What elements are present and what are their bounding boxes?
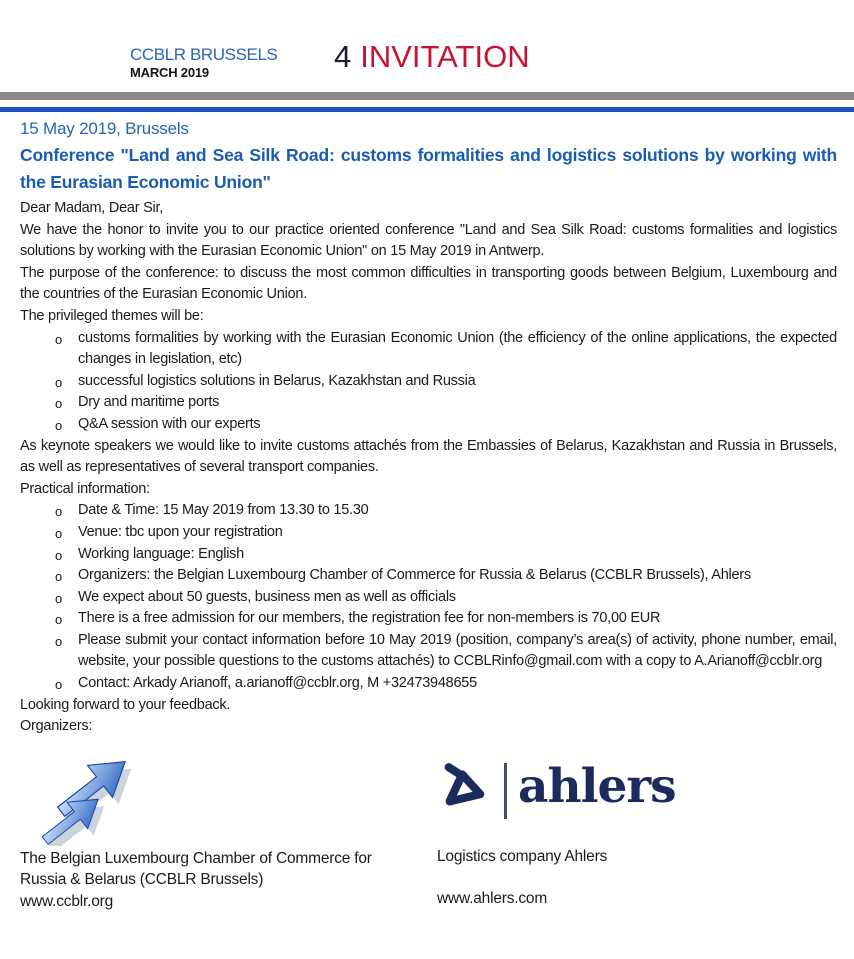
issue-date: MARCH 2019 bbox=[130, 65, 209, 81]
ccblr-double-arrow-logo-icon bbox=[20, 740, 437, 848]
ccblr-website: www.ccblr.org bbox=[20, 893, 114, 911]
ahlers-wordmark: ahlers bbox=[518, 759, 676, 815]
practical-item bbox=[20, 630, 837, 673]
event-date-line: 15 May 2019, Brussels bbox=[20, 119, 189, 138]
practical-item bbox=[20, 500, 837, 522]
bullet-circle-icon: o bbox=[55, 504, 62, 520]
page-number: 4 bbox=[334, 39, 352, 74]
themes-list bbox=[20, 328, 837, 436]
ahlers-logo bbox=[437, 756, 837, 826]
blue-divider bbox=[0, 107, 854, 112]
bullet-circle-icon: o bbox=[55, 633, 62, 649]
document-body bbox=[0, 117, 854, 913]
themes-heading: The privileged themes will be: bbox=[20, 307, 204, 324]
practical-item-text: Date & Time: 15 May 2019 from 13.30 to 15.30 bbox=[78, 502, 369, 519]
bullet-circle-icon: o bbox=[55, 612, 62, 628]
page-header bbox=[0, 0, 854, 112]
ahlers-logo-divider bbox=[504, 763, 507, 819]
practical-item bbox=[20, 522, 837, 544]
section-masthead bbox=[334, 40, 530, 74]
gray-divider bbox=[0, 92, 854, 100]
bullet-circle-icon: o bbox=[55, 396, 62, 412]
newsletter-brand bbox=[130, 45, 277, 81]
practical-item-text: Working language: English bbox=[78, 545, 244, 562]
organizers-heading: Organizers: bbox=[20, 718, 93, 735]
practical-list bbox=[20, 500, 837, 694]
bullet-circle-icon: o bbox=[55, 417, 62, 433]
event-title: Conference "Land and Sea Silk Road: customs formalities and logistics solutions by working with the Eurasian Economic Union" bbox=[20, 145, 837, 192]
ahlers-description: Logistics company Ahlers bbox=[437, 847, 608, 865]
theme-item bbox=[20, 414, 837, 436]
closing-line: Looking forward to your feedback. bbox=[20, 696, 231, 713]
ahlers-a-mark-icon bbox=[437, 758, 491, 824]
theme-item bbox=[20, 392, 837, 414]
organizer-ccblr bbox=[20, 740, 437, 913]
practical-item bbox=[20, 544, 837, 566]
practical-item-text: We expect about 50 guests, business men as well as officials bbox=[78, 588, 456, 605]
practical-item-text: Please submit your contact information before 10 May 2019 (position, company’s area(s) of activity, phone number, email, website, your possible questions to the customs attachés) to CCBLRinfo@gmail.com with a copy to A.Arianoff@ccblr.org bbox=[78, 631, 837, 670]
bullet-circle-icon: o bbox=[55, 331, 62, 347]
practical-heading: Practical information: bbox=[20, 480, 150, 497]
bullet-circle-icon: o bbox=[55, 569, 62, 585]
practical-item bbox=[20, 587, 837, 609]
bullet-circle-icon: o bbox=[55, 374, 62, 390]
theme-item bbox=[20, 328, 837, 371]
theme-item-text: Dry and maritime ports bbox=[78, 394, 220, 411]
theme-item-text: Q&A session with our experts bbox=[78, 415, 261, 432]
practical-item bbox=[20, 565, 837, 587]
ahlers-website: www.ahlers.com bbox=[437, 890, 548, 908]
theme-item-text: customs formalities by working with the Eurasian Economic Union (the efficiency of the online applications, the expected changes in legislation, etc) bbox=[78, 329, 837, 368]
practical-item-text: There is a free admission for our members, the registration fee for non-members is 70,00 EUR bbox=[78, 610, 661, 627]
bullet-circle-icon: o bbox=[55, 525, 62, 541]
practical-item-text: Contact: Arkady Arianoff, a.arianoff@ccblr.org, M +32473948655 bbox=[78, 675, 477, 692]
bullet-circle-icon: o bbox=[55, 547, 62, 563]
organizer-ahlers bbox=[437, 740, 837, 913]
practical-item-text: Organizers: the Belgian Luxembourg Chamber of Commerce for Russia & Belarus (CCBLR Brussels), Ahlers bbox=[78, 567, 751, 584]
ccblr-name: The Belgian Luxembourg Chamber of Commerce for Russia & Belarus (CCBLR Brussels) bbox=[20, 849, 372, 889]
salutation: Dear Madam, Dear Sir, bbox=[20, 200, 164, 216]
organizers-footer bbox=[20, 740, 837, 913]
purpose-paragraph: The purpose of the conference: to discuss the most common difficulties in transporting goods between Belgium, Luxembourg and the countries of the Eurasian Economic Union. bbox=[20, 264, 837, 303]
bullet-circle-icon: o bbox=[55, 677, 62, 693]
practical-item bbox=[20, 673, 837, 695]
theme-item-text: successful logistics solutions in Belarus, Kazakhstan and Russia bbox=[78, 372, 476, 389]
brand-name: CCBLR BRUSSELS bbox=[130, 45, 278, 64]
keynote-paragraph: As keynote speakers we would like to invite customs attachés from the Embassies of Belarus, Kazakhstan and Russia in Brussels, as well as representatives of several transport companies. bbox=[20, 437, 837, 476]
bullet-circle-icon: o bbox=[55, 590, 62, 606]
practical-item-text: Venue: tbc upon your registration bbox=[78, 523, 283, 540]
practical-item bbox=[20, 608, 837, 630]
intro-paragraph: We have the honor to invite you to our practice oriented conference "Land and Sea Silk Road: customs formalities and logistics solutions by working with the Eurasian Economic Union" on 15 May 2019 in Antwerp. bbox=[20, 221, 837, 260]
section-title: INVITATION bbox=[360, 39, 530, 74]
theme-item bbox=[20, 371, 837, 393]
